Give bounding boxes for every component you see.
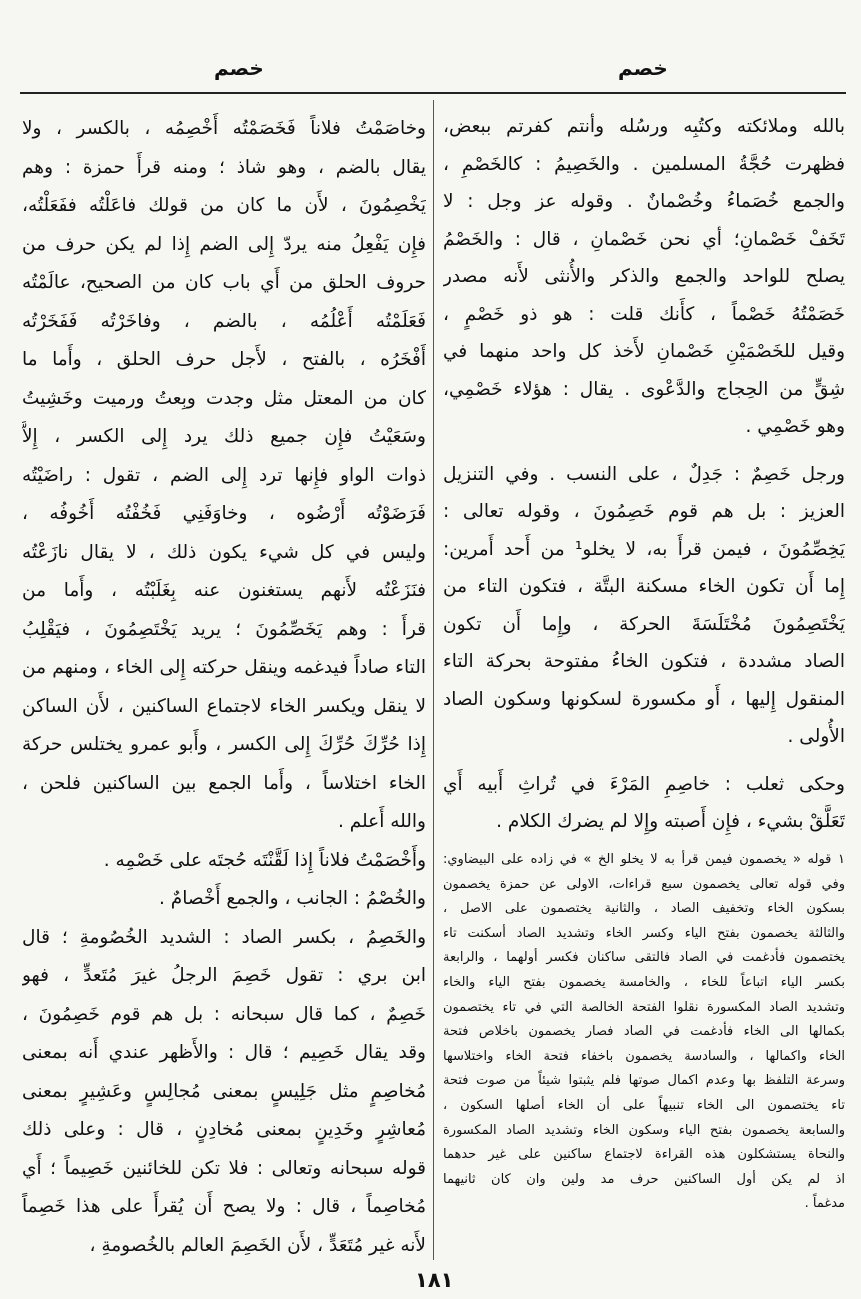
text-line: ورجل خَصِمٌ : جَدِلٌ ، على النسب . وفي التنزيل [443,463,845,485]
text-line: والخُصْمُ : الجانب ، والجمع أَخْصامٌ . [159,888,426,909]
text-line: كان من المعتل مثل وجدت وبِعتُ ورميت وخَشِيتُ [22,387,426,409]
text-line: وأَخْصَمْتُ فلاناً إِذا لَقَّنْتَه حُجتَه على خَصْمِه . [103,849,426,871]
text-line: يَخْتَصِمُونَ مُخْتَلَسَةَ الحركة ، وإِما أَن تكون [443,613,845,635]
footnote-line: بكسر الياء اتباعاً للخاء ، والخامسة يخصمون بفتح الياء والخاء [443,974,845,990]
text-line: الأُولى . [787,726,845,747]
text-line: يقال بالضم ، وهو شاذ ؛ ومنه قرأَ حمزة : وهم [22,156,426,178]
footnote-line: وتشديد الصاد المكسورة نقلوا الفتحة الخالصة التي في تاء يختصمون [443,999,845,1015]
paragraph [22,919,426,1266]
text-line: إِذا حُرِّكَ حُرِّكَ إِلى الكسر ، وأَبو عمرو يختلس حركة [22,734,426,755]
running-header-left: خصم [214,56,264,80]
column-divider [433,100,434,1260]
footnote-line: وسرعة التلفظ بها وعدم اكمال صوتها فلم يثبتوا شيئاً من صوت فتحة [443,1073,845,1089]
text-line: تَخَفْ خَصْمانِ؛ أي نحن خَصْمانِ ، قال : والخَصْمُ [443,228,845,250]
text-line: وهو خَصْمِي . [745,416,845,437]
footnote-line: والنحاة يستشكلون هذه القراءة لاجتماع ساكنين على غير حدهما [443,1147,845,1163]
footnote [443,848,845,1217]
text-line: قوله سبحانه وتعالى : فلا تكن للخائنين خَصِيماً ؛ أَي [22,1157,426,1179]
text-line: فإِن يَفْعِلُ منه يردّ إِلى الضم إِذا لم يكن حرف من [22,233,426,255]
text-line: حروف الحلق من أَي باب كان من الصحيح، عالَمْتُه [22,272,426,293]
text-line: التاء صاداً فيدغمه وينقل حركته إِلى الخاء ، ومنهم من [22,657,426,678]
footnote-line: الخاء واكمالها ، والسادسة يخصمون باخفاء فتحة الخاء واختلاسها [443,1048,845,1064]
text-line: فَرَضَوْتُه أَرْضُوه ، وخاوَفَنِي فَخُفْتُه أَخُوفُه ، [22,503,426,524]
paragraph [443,108,845,446]
text-line: أَفْخَرُه ، بالفتح ، لأَجل حرف الحلق ، وأَما ما [22,349,426,370]
text-line: فظهرت حُجَّةُ المسلمين . والخَصِيمُ : كالخَصْمِ ، [443,153,845,175]
header-rule [20,92,846,94]
text-line: وخاصَمْتُ فلاناً فَخَصَمْتُه أَخْصِمُه ، بالكسر ، ولا [22,118,426,139]
text-line: شِقٍّ من الحِجاج والدَّعْوى . يقال : هؤلاء خَصْمِي، [443,378,845,400]
text-line: فنَزَعْتُه لأَنهم يستغنون عنه بِغَلَبْتُه ، وأَما من [22,580,426,601]
text-line: ابن بري : تقول خَصِمَ الرجلُ غيرَ مُتَعدٍّ ، فهو [22,965,426,986]
text-line: تَعَلَّقْ بشيء ، فإِن أَصبته وإِلا لم يضرك الكلام . [496,811,845,832]
text-line: خَصَمْتُهُ خَصْماً ، كأَنك قلت : هو ذو خَصْمٍ ، [443,303,845,325]
text-line: قرأَ : وهم يَخَصِّمُونَ ؛ يريد يَخْتَصِمُونَ ، فيَقْلِبُ [22,618,426,640]
text-line: يصلح للواحد والجمع والذكر والأُنثى لأَنه مصدر [443,266,845,287]
footnote-line: بكمالها الى الخاء فأدغمت في الصاد فصار يخصمون باخلاص فتحة [443,1024,845,1040]
footnote-line: اذ لم يكن أول الساكنين حرف مد ولين وان كان ثانيهما [443,1171,845,1187]
footnote-line: بسكون الخاء وتخفيف الصاد ، والثانية يختصمون على الاصل ، [443,901,845,917]
text-line: والجمع خُصَماءُ وخُصْمانٌ . وقوله عز وجل : لا [443,191,845,212]
footnote-line: يختصمون فأدغمت في الصاد فالتقى ساكنان فكسر أولهما ، والرابعة [443,950,845,966]
paragraph [22,110,426,842]
text-line: يَخْصِمُونَ ، لأَن ما كان من قولك فاعَلْتُه ففَعَلْتُه، [22,195,426,216]
text-line: لا ينقل ويكسر الخاء لاجتماع الساكنين ، لأَن الساكن [22,695,426,717]
paragraph [22,842,426,881]
footnote-line: والسابعة يخصمون بفتح الياء وسكون الخاء وتشديد الصاد المكسورة [443,1122,845,1138]
text-line: الخاء اختلاساً ، وأَما الجمع بين الساكنين فلحن ، [22,772,426,794]
footnote-line: تاء يختصمون الى الخاء تنبيهاً على أن الخاء أصلها السكون ، [443,1097,845,1113]
left-column [22,110,426,1265]
footnote-line: ١ قوله « يخصمون فيمن قرأ به لا يخلو الخ » في زاده على البيضاوي: [443,852,845,867]
footnote-line: والثالثة يخصمون بفتح الياء وكسر الخاء وتشديد الصاد أسكنت تاء [443,925,845,941]
text-line: الصاد مشددة ، فتكون الخاءُ مفتوحة بحركة التاء [443,651,845,672]
text-line: والله أَعلم . [337,811,426,832]
text-line: العزيز : بل هم قوم خَصِمُونَ ، وقوله تعالى : [443,501,845,522]
footnote-line: مدغماً . [804,1196,845,1212]
page-number: ١٨١ [415,1268,454,1292]
text-line: إِما أَن تكون الخاء مسكنة البتَّة ، فتكون التاء من [443,576,845,597]
text-line: وحكى ثعلب : خاصِمِ المَرْءَ في تُراثِ أَبيه أَي [443,773,845,795]
paragraph [443,456,845,756]
text-line: فَعَلَمْتُه أَعْلُمُه ، بالضم ، وفاخَرْتُه فَفَخَرْتُه [22,310,426,332]
footnote-line: وفي قوله تعالى يخصمون سبع قراءات، الاولى عن حمزة يخصمون [443,876,845,892]
text-line: وليس في كل شيء يكون ذلك ، لا يقال نازَعْتُه [22,541,426,563]
text-line: مُخاصِماً ، قال : ولا يصح أَن يُقرأَ على هذا خَصِماً [22,1196,426,1217]
text-line: ذوات الواو فإِنها ترد إِلى الضم ، تقول : راضَيْتُه [22,464,426,486]
text-line: مُعاشِرٍ وخَدِينٍ بمعنى مُخادِنٍ ، قال : وعلى ذلك [22,1119,426,1140]
text-line: مُخاصِمٍ مثل جَلِيسٍ بمعنى مُجالِسٍ وعَشِيرٍ بمعنى [22,1080,426,1102]
text-line: بالله وملائكته وكتُبِه ورسُله وأنتم كفرتم ببعض، [443,116,845,137]
text-line: والخَصِمُ ، بكسر الصاد : الشديد الخُصُومةِ ؛ قال [22,926,426,948]
text-line: وقد يقال خَصِيم ؛ قال : والأَظهر عندي أَنه بمعنى [22,1042,426,1063]
text-line: يَخِصِّمُونَ ، فيمن قرأَ به، لا يخلو¹ من أَحد أَمرين: [443,538,845,560]
text-line: وقيل للخَصْمَيْنِ خَصْمانِ لأَخذ كل واحد منهما في [443,341,845,362]
text-line: خَصِمٌ ، كما قال سبحانه : بل هم قوم خَصِمُونَ ، [22,1003,426,1025]
right-column [443,108,845,851]
paragraph [443,766,845,841]
running-header-right: خصم [618,56,668,80]
text-line: المنقول إِليها ، أَو مكسورة لسكونها وسكون الصاد [443,688,845,710]
text-line: لأَنه غير مُتَعَدٍّ ، لأَن الخَصِمَ العالم بالخُصومةِ ، [89,1234,426,1256]
text-line: وسَعَيْتُ فإِن جميع ذلك يرد إِلى الكسر ، إِلاَّ [22,426,426,447]
paragraph [22,880,426,919]
